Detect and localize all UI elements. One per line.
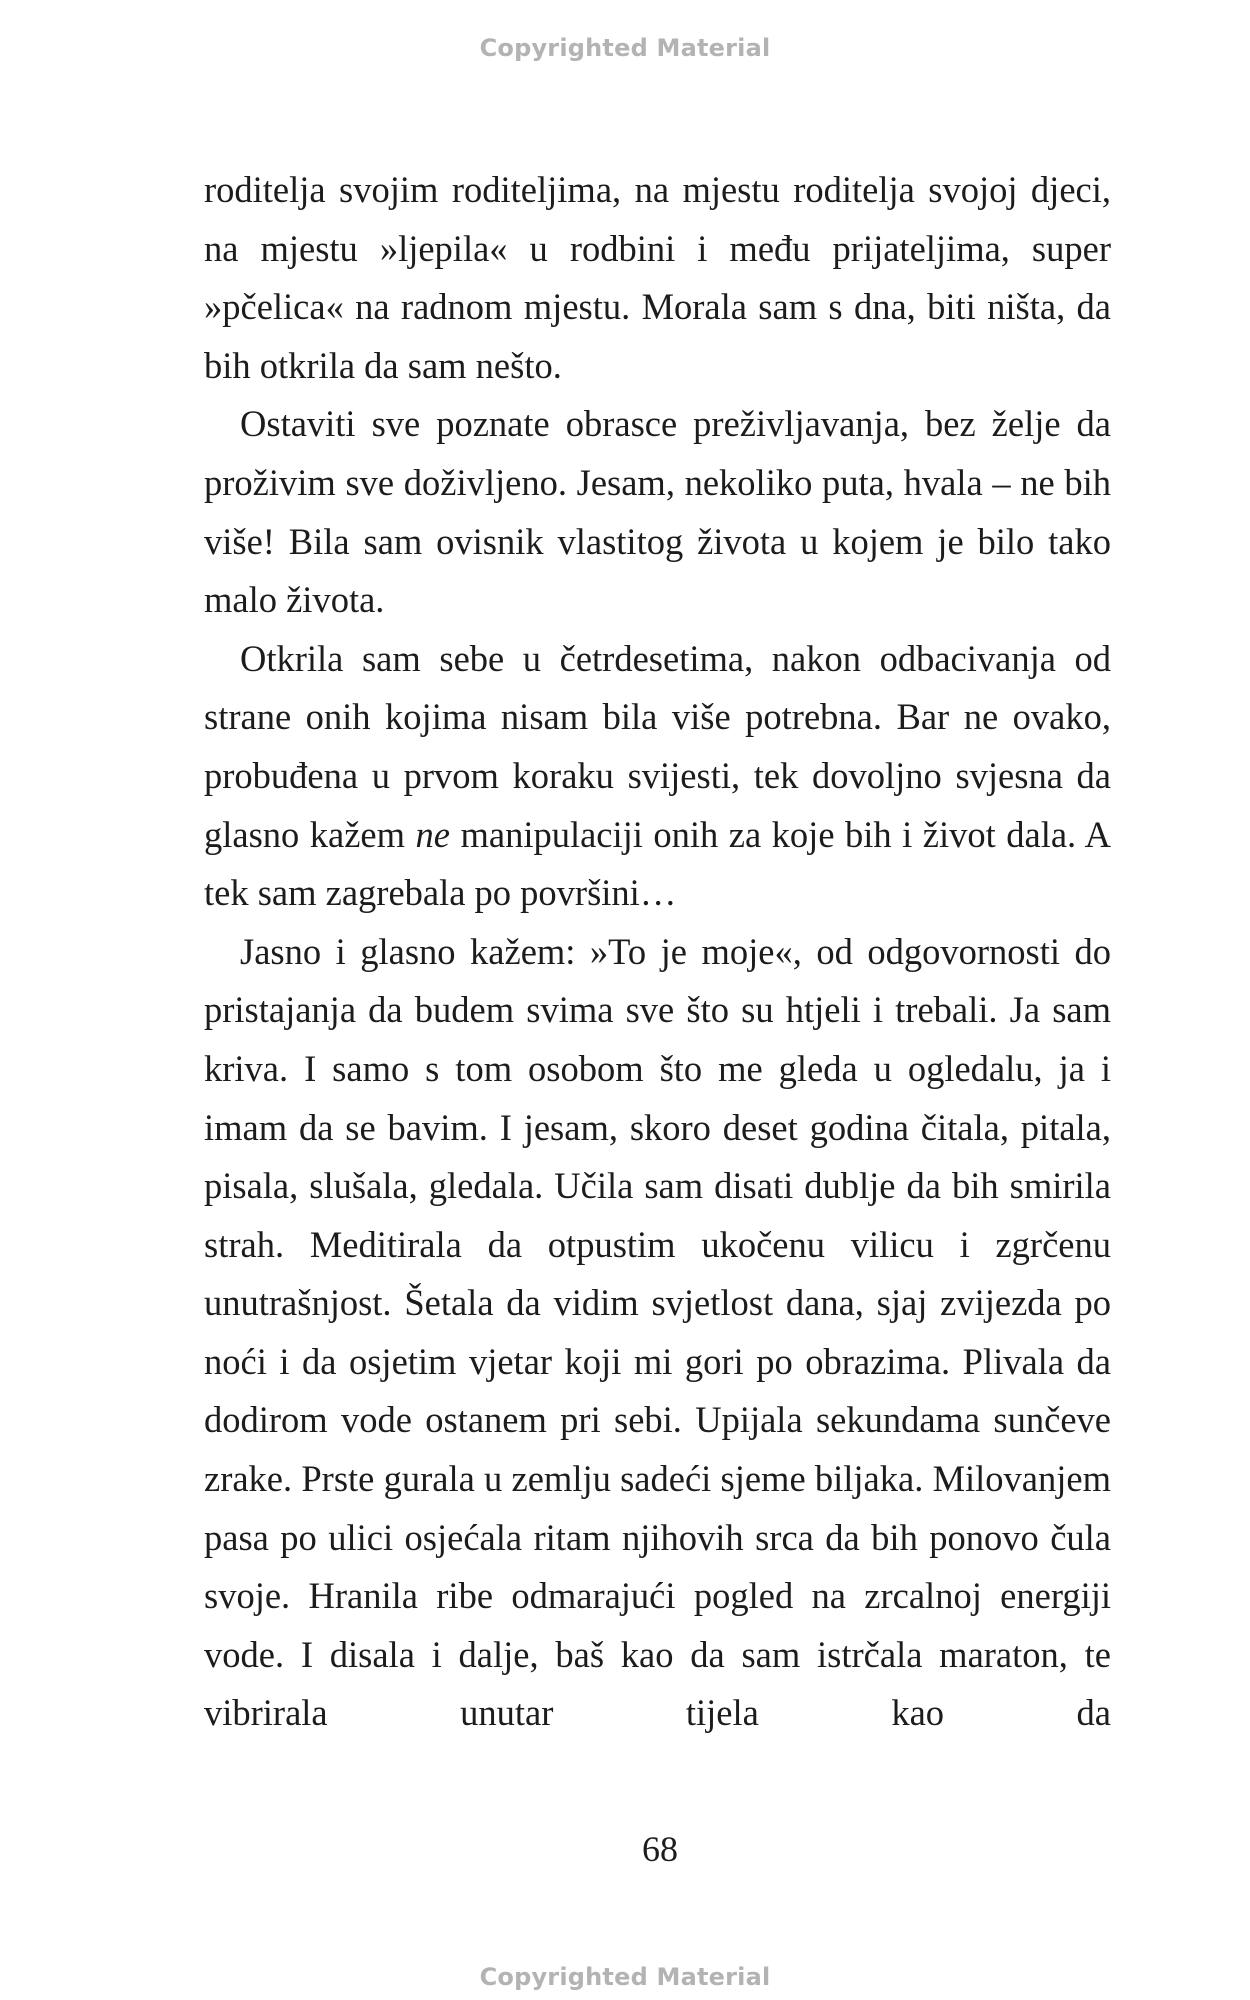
paragraph-3-text-start: Otkrila sam sebe u četrdesetima, nakon odbacivanja od strane onih kojima nisam bila više potrebna. Bar ne ovako, probuđena u prvom koraku svijesti, tek dovoljno svjesna da glasno kažem	[204, 637, 1111, 855]
paragraph-2: Ostaviti sve poznate obrasce preživljavanja, bez želje da proživim sve doživljeno. Jesam, nekoliko puta, hvala – ne bih više! Bila sam ovisnik vlastitog života u kojem je bilo tako malo života.	[204, 403, 1111, 621]
page-body-text	[204, 161, 1111, 1743]
page-number: 68	[642, 1829, 678, 1869]
paragraph-1: roditelja svojim roditeljima, na mjestu roditelja svojoj djeci, na mjestu »ljepila« u rodbini i među prijateljima, super »pčelica« na radnom mjestu. Morala sam s dna, biti ništa, da bih otkrila da sam nešto.	[204, 169, 1111, 386]
copyright-watermark-top: Copyrighted Material	[479, 34, 771, 62]
paragraph-3-emphasis: ne	[415, 813, 450, 855]
copyright-watermark-bottom: Copyrighted Material	[479, 1963, 771, 1991]
paragraph-4: Jasno i glasno kažem: »To je moje«, od odgovornosti do pristajanja da budem svima sve što su htjeli i trebali. Ja sam kriva. I samo s tom osobom što me gleda u ogledalu, ja i imam da se bavim. I jesam, skoro deset godina čitala, pitala, pisala, slušala, gledala. Učila sam disati dublje da bih smirila strah. Meditirala da otpustim ukočenu vilicu i zgrčenu unutrašnjost. Šetala da vidim svjetlost dana, sjaj zvijezda po noći i da osjetim vjetar koji mi gori po obrazima. Plivala da dodirom vode ostanem pri sebi. Upijala sekundama sunčeve zrake. Prste gurala u zemlju sadeći sjeme biljaka. Milovanjem pasa po ulici osjećala ritam njihovih srca da bih ponovo čula svoje. Hranila ribe odmarajući pogled na zrcalnoj energiji vode. I disala i dalje, baš kao da sam istrčala maraton, te vibrirala unutar tijela kao da	[204, 930, 1111, 1734]
paragraph-3-text-end: manipulaciji onih za koje bih i život dala. A tek sam zagrebala po površini…	[204, 813, 1112, 914]
paragraph-3	[204, 630, 1111, 923]
